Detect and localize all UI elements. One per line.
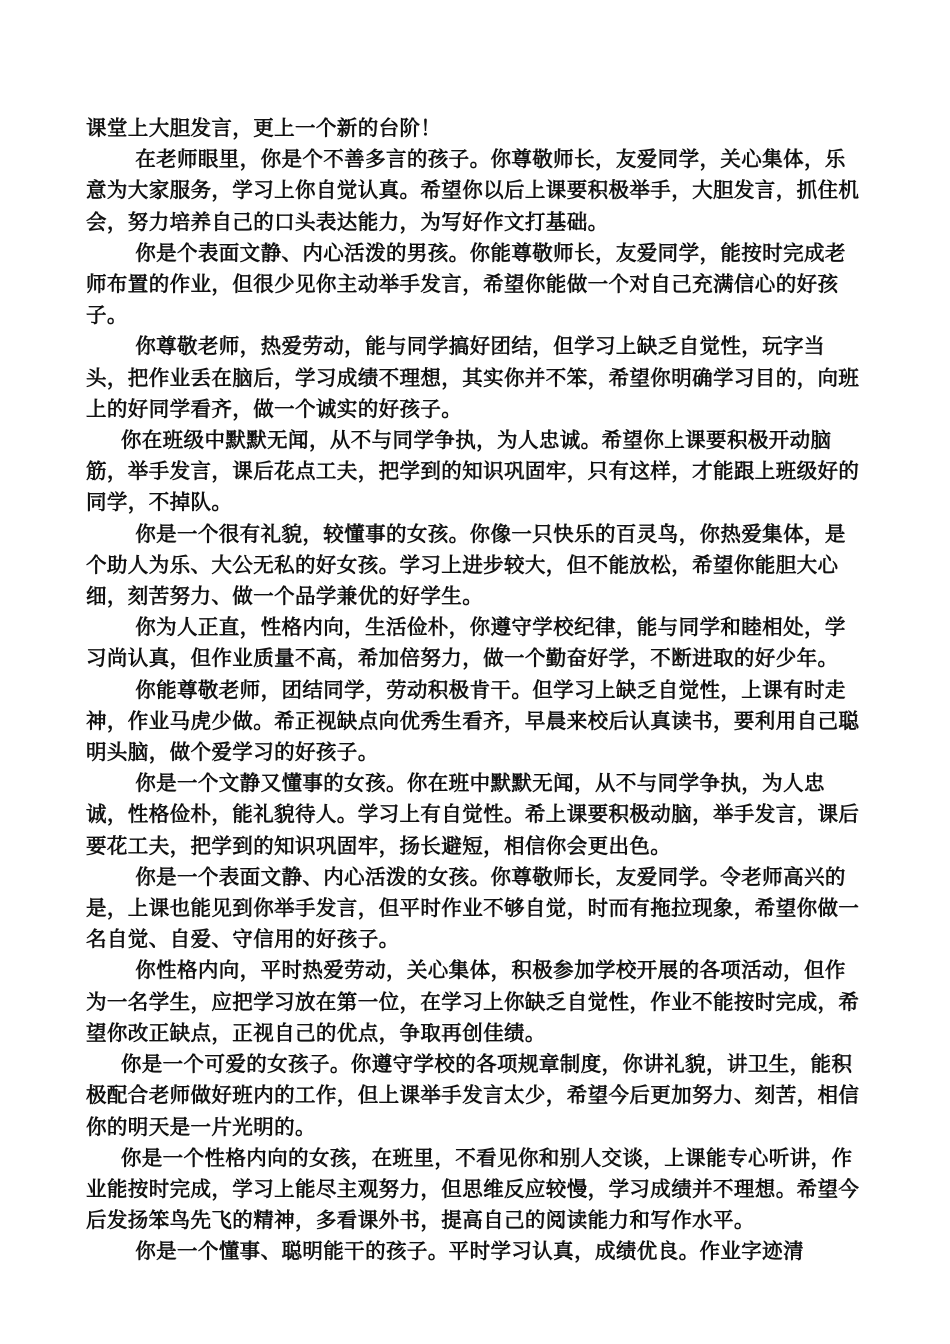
comment-paragraph: 你是一个可爱的女孩子。你遵守学校的各项规章制度，你讲礼貌，讲卫生，能积极配合老师做好班内的工作，但上课举手发言太少，希望今后更加努力、刻苦，相信你的明天是一片光明的。 (86, 1052, 860, 1139)
comment-text-body (86, 113, 866, 1268)
comment-paragraph: 在老师眼里，你是个不善多言的孩子。你尊敬师长，友爱同学，关心集体，乐意为大家服务，学习上你自觉认真。希望你以后上课要积极举手，大胆发言，抓住机会，努力培养自己的口头表达能力，为写好作文打基础。 (86, 147, 860, 234)
comment-paragraph: 你是一个性格内向的女孩，在班里，不看见你和别人交谈，上课能专心听讲，作业能按时完成，学习上能尽主观努力，但思维反应较慢，学习成绩并不理想。希望今后发扬笨鸟先飞的精神，多看课外书，提高自己的阅读能力和写作水平。 (86, 1145, 860, 1233)
comment-paragraph: 你是一个很有礼貌，较懂事的女孩。你像一只快乐的百灵鸟，你热爱集体，是个助人为乐、大公无私的好女孩。学习上进步较大，但不能放松，希望你能胆大心细，刻苦努力、做一个品学兼优的好学生。 (86, 521, 846, 609)
paragraph-continuation: 课堂上大胆发言，更上一个新的台阶！ (86, 116, 442, 140)
comment-paragraph: 你能尊敬老师，团结同学，劳动积极肯干。但学习上缺乏自觉性，上课有时走神，作业马虎少做。希正视缺点向优秀生看齐，早晨来校后认真读书，要利用自己聪明头脑，做个爱学习的好孩子。 (86, 677, 860, 765)
comment-paragraph: 你是一个表面文静、内心活泼的女孩。你尊敬师长，友爱同学。令老师高兴的是，上课也能见到你举手发言，但平时作业不够自觉，时而有拖拉现象，希望你做一名自觉、自爱、守信用的好孩子。 (86, 864, 860, 952)
comment-paragraph: 你性格内向，平时热爱劳动，关心集体，积极参加学校开展的各项活动，但作为一名学生，应把学习放在第一位，在学习上你缺乏自觉性，作业不能按时完成，希望你改正缺点，正视自己的优点，争取再创佳绩。 (86, 958, 860, 1045)
comment-paragraph: 你尊敬老师，热爱劳动，能与同学搞好团结，但学习上缺乏自觉性，玩字当头，把作业丢在脑后，学习成绩不理想，其实你并不笨，希望你明确学习目的，向班上的好同学看齐，做一个诚实的好孩子。 (86, 334, 860, 421)
comment-paragraph: 你在班级中默默无闻，从不与同学争执，为人忠诚。希望你上课要积极开动脑筋，举手发言，课后花点工夫，把学到的知识巩固牢，只有这样，才能跟上班级好的同学，不掉队。 (86, 428, 860, 515)
comment-paragraph: 你是一个懂事、聪明能干的孩子。平时学习认真，成绩优良。作业字迹清 (135, 1239, 804, 1264)
comment-paragraph: 你是一个文静又懂事的女孩。你在班中默默无闻，从不与同学争执，为人忠诚，性格俭朴，能礼貌待人。学习上有自觉性。希上课要积极动脑，举手发言，课后要花工夫，把学到的知识巩固牢，扬长避短，相信你会更出色。 (86, 771, 860, 858)
comment-paragraph: 你为人正直，性格内向，生活俭朴，你遵守学校纪律，能与同学和睦相处，学习尚认真，但作业质量不高，希加倍努力，做一个勤奋好学，不断进取的好少年。 (86, 615, 846, 671)
comment-paragraph: 你是个表面文静、内心活泼的男孩。你能尊敬师长，友爱同学，能按时完成老师布置的作业，但很少见你主动举手发言，希望你能做一个对自己充满信心的好孩子。 (86, 240, 846, 328)
